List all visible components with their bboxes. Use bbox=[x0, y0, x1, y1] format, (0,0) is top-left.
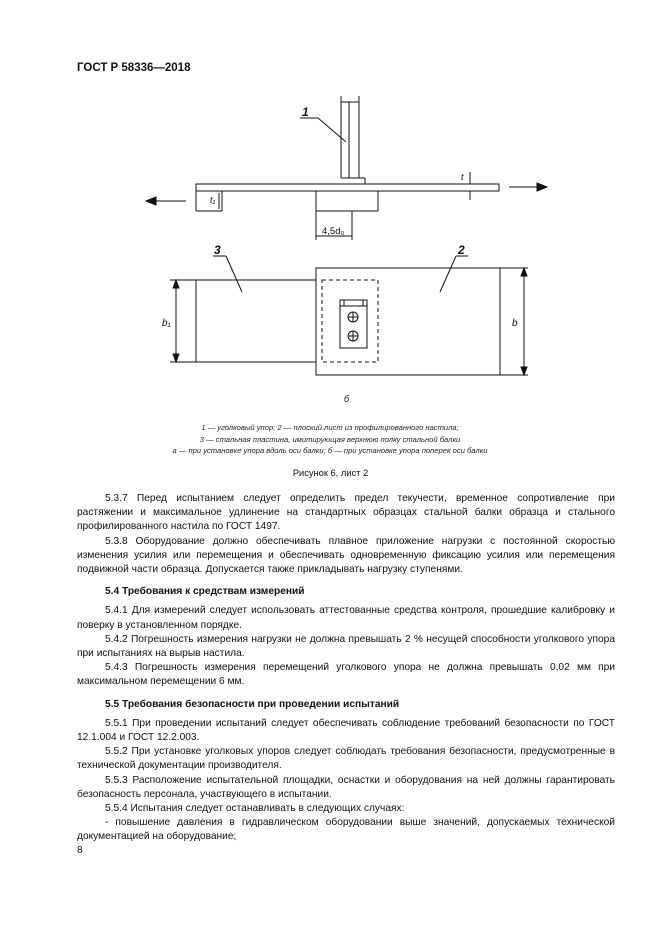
steel-plate-section bbox=[316, 191, 378, 211]
heading-5-4: 5.4 Требования к средствам измерений bbox=[105, 586, 305, 598]
legend-line-3: а — при установке упора вдоль оси балки; б — при установке упора поперек оси балки bbox=[172, 446, 488, 456]
figure-caption: Рисунок 6, лист 2 bbox=[292, 468, 369, 478]
paragraph-5-5-3: 5.5.3 Расположение испытательной площадки, оснастки и оборудования на ней должны гарантировать безопасность персонала, участвующего в испытании. bbox=[77, 774, 615, 800]
figure-6-drawing bbox=[130, 96, 560, 416]
legend-line-2: 3 — стальная пластина, имитирующая верхнюю полку стальной балки bbox=[199, 434, 461, 444]
label-part-3: 3 bbox=[214, 243, 221, 257]
standard-header: ГОСТ Р 58336—2018 bbox=[77, 62, 191, 74]
dim-t: t bbox=[461, 172, 464, 182]
paragraph-5-4-2: 5.4.2 Погрешность измерения нагрузки не должна превышать 2 % несущей способности уголкового упора при испытаниях на вырыв настила. bbox=[77, 633, 615, 660]
paragraph-5-4-3: 5.4.3 Погрешность измерения перемещений уголкового упора не должна превышать 0,02 мм при максимальном перемещении 6 мм. bbox=[77, 662, 615, 688]
profiled-sheet-top bbox=[196, 184, 499, 191]
legend-line-1: 1 — уголковый упор; 2 — плоский лист из профилированного настила; bbox=[201, 423, 459, 432]
paragraph-5-3-7: 5.3.7 Перед испытанием следует определить предел текучести, временное сопротивление при растяжении и максимальное удлинение на стандартных образцах стальной балки образца и стального профилированного настила по ГОСТ 1497. bbox=[77, 493, 615, 533]
dim-4-5d0: 4,5d₀ bbox=[322, 226, 345, 237]
figure-legend bbox=[120, 422, 540, 457]
paragraph-5-5-1: 5.5.1 При проведении испытаний следует обеспечивать соблюдение требований безопасности по ГОСТ 12.1.004 и ГОСТ 12.2.003. bbox=[77, 717, 615, 744]
paragraph-5-3-8: 5.3.8 Оборудование должно обеспечивать плавное приложение нагрузки с постоянной скоростью изменения усилия или перемещения и обеспечивать одновременную фиксацию усилия или перемещения подвижной части образца. Допускается также прикладывать нагрузку ступенями. bbox=[77, 535, 615, 576]
label-part-1: 1 bbox=[302, 105, 309, 119]
dim-b1: b₁ bbox=[162, 318, 171, 329]
paragraph-5-4-1: 5.4.1 Для измерений следует использовать аттестованные средства контроля, прошедшие калибровку и поверку в установленном порядке. bbox=[77, 605, 615, 631]
page-number: 8 bbox=[77, 845, 83, 856]
paragraph-5-5-4-item: - повышение давления в гидравлическом оборудовании выше значений, допускаемых технической документацией на оборудование; bbox=[77, 817, 615, 843]
paragraph-5-5-2: 5.5.2 При установке уголковых упоров следует соблюдать требования безопасности, предусмотренные в технической документации производителя. bbox=[77, 746, 615, 772]
paragraph-5-5-4: 5.5.4 Испытания следует останавливать в следующих случаях: bbox=[105, 803, 405, 815]
label-part-2: 2 bbox=[458, 243, 465, 257]
steel-plate-plan bbox=[196, 280, 316, 362]
profiled-sheet-plan bbox=[316, 268, 500, 375]
angle-stop-vertical bbox=[341, 96, 365, 184]
body-text bbox=[77, 492, 615, 845]
dim-t1: t₁ bbox=[210, 195, 216, 205]
dim-b: b bbox=[512, 318, 518, 329]
heading-5-5: 5.5 Требования безопасности при проведении испытаний bbox=[105, 698, 400, 710]
view-label-b: б bbox=[344, 394, 350, 404]
